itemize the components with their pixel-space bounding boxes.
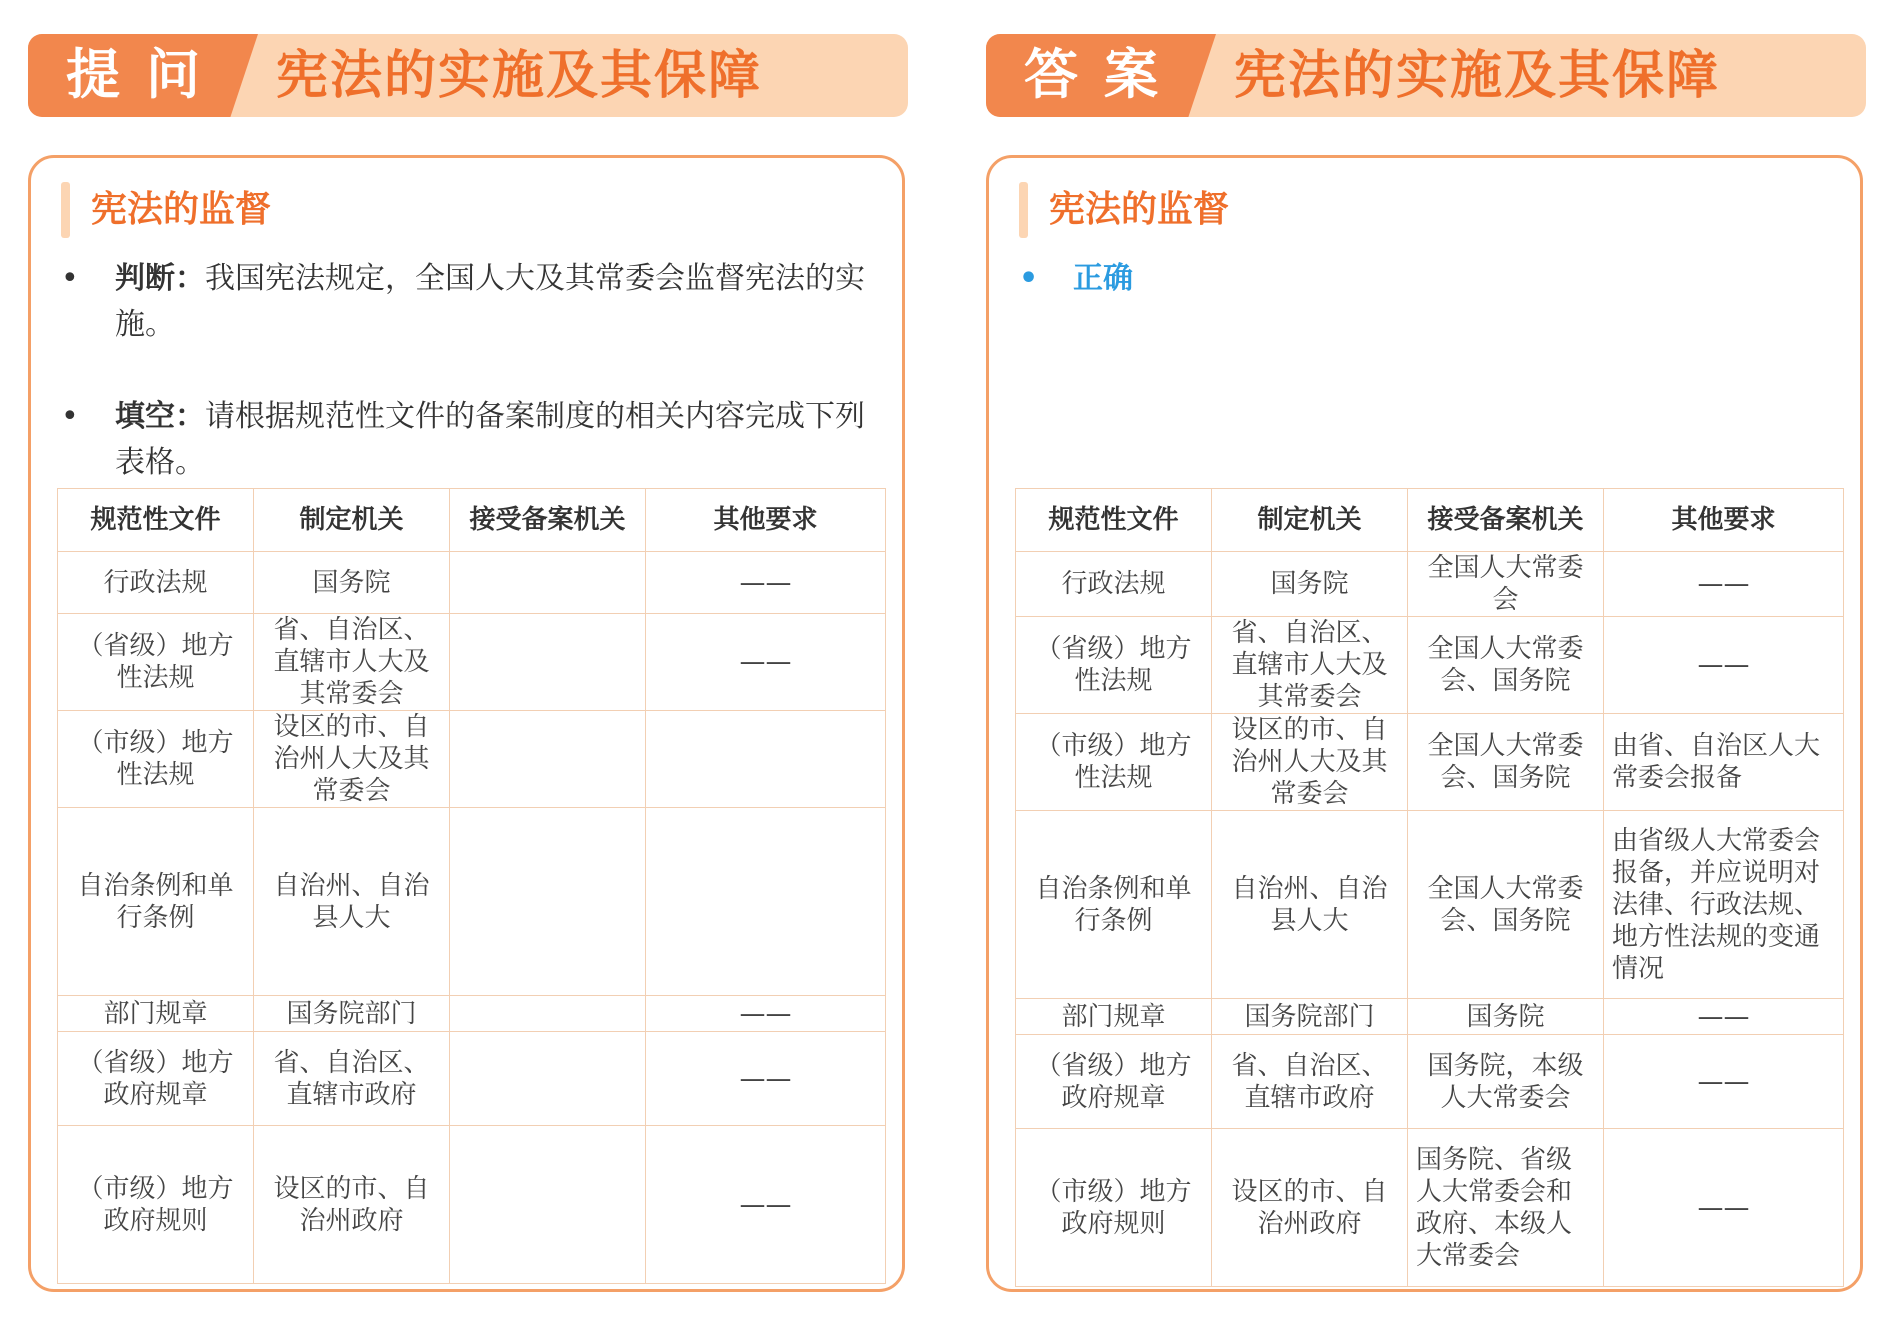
table-cell-blank — [646, 808, 886, 996]
table-row — [1016, 1129, 1844, 1287]
table-cell: 全国人大常委会、国务院 — [1408, 811, 1604, 999]
table-row — [1016, 714, 1844, 811]
bullet-text: 我国宪法规定，全国人大及其常委会监督宪法的实施。 — [115, 261, 865, 342]
table-cell: —— — [1604, 999, 1844, 1035]
bullet-label: 判断： — [115, 261, 205, 296]
table-row — [58, 614, 886, 711]
table-cell: 部门规章 — [58, 996, 254, 1032]
table-cell: 部门规章 — [1016, 999, 1212, 1035]
table-cell: 自治条例和单行条例 — [58, 808, 254, 996]
table-cell: 行政法规 — [58, 552, 254, 614]
table-cell: 自治州、自治县人大 — [254, 808, 450, 996]
table-cell: （市级）地方政府规则 — [1016, 1129, 1212, 1287]
table-cell: 国务院、省级人大常委会和政府、本级人大常委会 — [1408, 1129, 1604, 1287]
table-row — [58, 711, 886, 808]
table-row — [58, 1032, 886, 1126]
table-cell-blank — [450, 808, 646, 996]
answer-title: 宪法的实施及其保障 — [1234, 46, 1721, 106]
table-cell: 省、自治区、直辖市政府 — [254, 1032, 450, 1126]
table-cell: 自治条例和单行条例 — [1016, 811, 1212, 999]
table-header: 规范性文件 — [58, 489, 254, 552]
table-cell: —— — [646, 614, 886, 711]
table-cell: —— — [1604, 552, 1844, 617]
table-cell: 省、自治区、直辖市人大及其常委会 — [1212, 617, 1408, 714]
table-cell: 由省级人大常委会报备，并应说明对法律、行政法规、地方性法规的变通情况 — [1604, 811, 1844, 999]
table-cell: 国务院部门 — [254, 996, 450, 1032]
table-cell: （市级）地方性法规 — [58, 711, 254, 808]
section-marker — [61, 182, 70, 238]
table-cell: 国务院部门 — [1212, 999, 1408, 1035]
question-section-title: 宪法的监督 — [91, 189, 272, 230]
table-cell: （市级）地方政府规则 — [58, 1126, 254, 1284]
table-cell: —— — [646, 996, 886, 1032]
bullet-dot-icon: • — [61, 399, 79, 434]
table-cell: 由省、自治区人大常委会报备 — [1604, 714, 1844, 811]
bullet-dot-icon: • — [61, 261, 79, 296]
table-cell: 国务院 — [1408, 999, 1604, 1035]
table-cell: 行政法规 — [1016, 552, 1212, 617]
question-title: 宪法的实施及其保障 — [276, 46, 763, 106]
table-cell: 自治州、自治县人大 — [1212, 811, 1408, 999]
table-row — [58, 552, 886, 614]
table-cell: —— — [1604, 1035, 1844, 1129]
answer-section-title: 宪法的监督 — [1049, 189, 1230, 230]
table-cell: （省级）地方性法规 — [58, 614, 254, 711]
table-cell: 省、自治区、直辖市人大及其常委会 — [254, 614, 450, 711]
table-row — [1016, 552, 1844, 617]
bullet-label: 填空： — [115, 399, 205, 434]
table-cell-blank — [646, 711, 886, 808]
table-header: 接受备案机关 — [450, 489, 646, 552]
answer-card — [986, 155, 1863, 1292]
table-cell: 设区的市、自治州人大及其常委会 — [254, 711, 450, 808]
table-cell: 全国人大常委会、国务院 — [1408, 714, 1604, 811]
table-cell: （省级）地方政府规章 — [58, 1032, 254, 1126]
answer-text: 正确 — [1073, 261, 1133, 296]
table-cell: 设区的市、自治州人大及其常委会 — [1212, 714, 1408, 811]
table-cell-blank — [450, 711, 646, 808]
table-header: 制定机关 — [1212, 489, 1408, 552]
question-tag: 提问 — [66, 43, 226, 106]
table-cell: —— — [1604, 1129, 1844, 1287]
table-header: 接受备案机关 — [1408, 489, 1604, 552]
table-cell: 设区的市、自治州政府 — [1212, 1129, 1408, 1287]
table-cell: —— — [646, 552, 886, 614]
bullet-dot-icon: • — [1019, 261, 1039, 296]
table-row — [58, 1126, 886, 1284]
table-cell: 全国人大常委会、国务院 — [1408, 617, 1604, 714]
table-cell-blank — [450, 1126, 646, 1284]
table-header: 其他要求 — [646, 489, 886, 552]
table-row — [58, 808, 886, 996]
table-row — [1016, 999, 1844, 1035]
question-card — [28, 155, 905, 1292]
table-row — [1016, 1035, 1844, 1129]
table-cell: 设区的市、自治州政府 — [254, 1126, 450, 1284]
table-cell: （省级）地方政府规章 — [1016, 1035, 1212, 1129]
table-row — [58, 996, 886, 1032]
table-cell: 国务院 — [254, 552, 450, 614]
table-row — [1016, 617, 1844, 714]
table-cell-blank — [450, 614, 646, 711]
table-header: 制定机关 — [254, 489, 450, 552]
table-cell: —— — [646, 1126, 886, 1284]
answer-panel — [986, 0, 1866, 1322]
table-row — [1016, 811, 1844, 999]
table-cell: —— — [646, 1032, 886, 1126]
answer-table — [1015, 488, 1844, 1287]
table-cell-blank — [450, 1032, 646, 1126]
table-cell: 国务院，本级人大常委会 — [1408, 1035, 1604, 1129]
answer-tag: 答案 — [1024, 43, 1184, 106]
table-cell: 国务院 — [1212, 552, 1408, 617]
table-header-row — [1016, 489, 1844, 552]
bullet-text: 请根据规范性文件的备案制度的相关内容完成下列表格。 — [115, 399, 865, 480]
question-banner — [28, 34, 908, 117]
table-cell: （市级）地方性法规 — [1016, 714, 1212, 811]
table-header: 其他要求 — [1604, 489, 1844, 552]
question-table — [57, 488, 886, 1284]
table-header-row — [58, 489, 886, 552]
table-cell: —— — [1604, 617, 1844, 714]
table-cell-blank — [450, 996, 646, 1032]
table-header: 规范性文件 — [1016, 489, 1212, 552]
table-cell: 全国人大常委会 — [1408, 552, 1604, 617]
question-panel — [28, 0, 908, 1322]
table-cell: （省级）地方性法规 — [1016, 617, 1212, 714]
table-cell-blank — [450, 552, 646, 614]
section-marker — [1019, 182, 1028, 238]
table-cell: 省、自治区、直辖市政府 — [1212, 1035, 1408, 1129]
answer-banner — [986, 34, 1866, 117]
